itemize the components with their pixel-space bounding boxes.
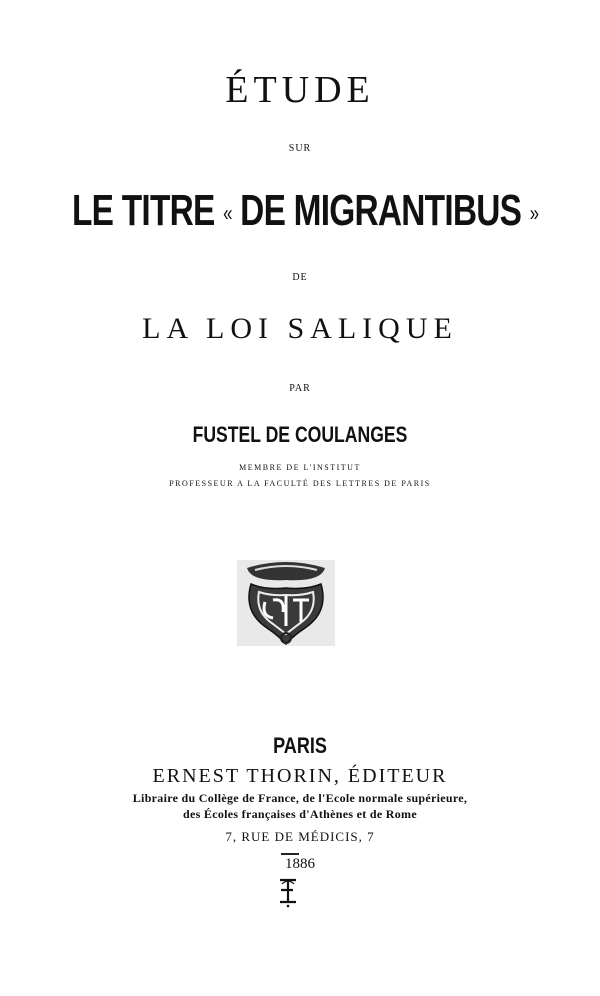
title-word-par: PAR	[289, 383, 311, 394]
title-line-1: ÉTUDE	[225, 69, 375, 111]
imprint-affiliation-1: Libraire du Collège de France, de l'Ecole normale supérieure,	[132, 791, 468, 805]
author-name: FUSTEL DE COULANGES	[192, 422, 408, 447]
imprint-city: PARIS	[273, 733, 327, 758]
monogram-icon	[276, 876, 300, 908]
imprint-affiliation-2: des Écoles françaises d'Athènes et de Rome	[183, 807, 417, 821]
author-role-2: PROFESSEUR A LA FACULTÉ DES LETTRES DE PARIS	[169, 479, 431, 488]
title-word-de: DE	[292, 272, 308, 283]
guillemet-close: »	[529, 200, 539, 226]
title-line-3: LA LOI SALIQUE	[142, 312, 458, 345]
title-line-2-main: DE MIGRANTIBUS	[240, 186, 522, 235]
imprint-year: 1886	[285, 856, 315, 872]
imprint-divider	[281, 853, 299, 855]
title-line-2-lead: LE TITRE	[72, 186, 215, 235]
author-role-1: MEMBRE DE L'INSTITUT	[239, 463, 361, 472]
imprint-publisher: ERNEST THORIN, ÉDITEUR	[152, 765, 448, 787]
guillemet-open: «	[223, 200, 232, 226]
title-word-sur: SUR	[288, 143, 312, 154]
publisher-crest-icon	[237, 560, 335, 646]
title-line-2	[72, 186, 539, 236]
imprint-address: 7, RUE DE MÉDICIS, 7	[225, 829, 375, 844]
